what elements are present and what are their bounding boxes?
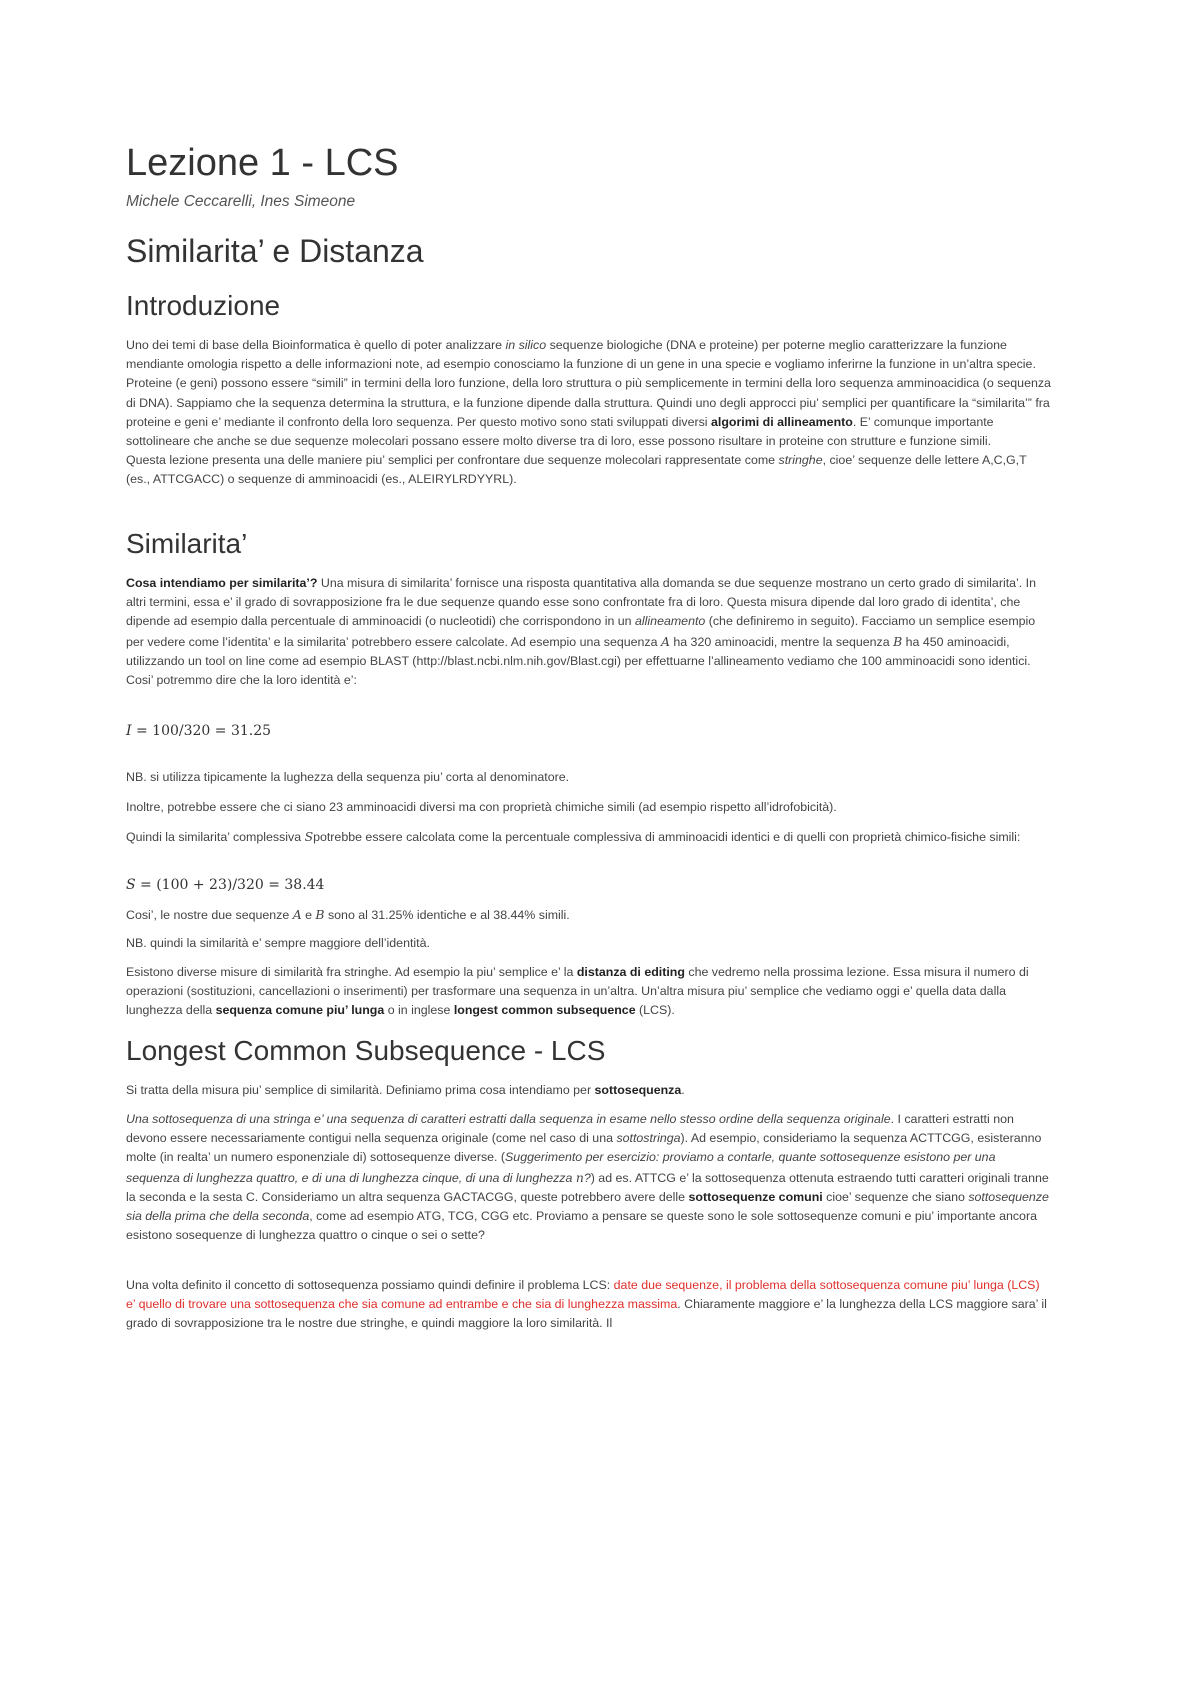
text-run: . Chiaramente maggiore e’ la lunghezza della LCS maggiore sara’ il grado di sovrapposizione tra le nostre due stringhe, e quindi maggiore la loro similarità. Il bbox=[126, 1297, 1047, 1331]
text-run: Uno dei temi di base della Bioinformatica è quello di poter analizzare bbox=[126, 338, 506, 352]
strong-term: distanza di editing bbox=[576, 965, 685, 979]
emphasis: Suggerimento per esercizio: proviamo a contarle, quante sottosequenze esistono per una sequenza di lunghezza quattro, e di una di lunghezza cinque, di una di lunghezza bbox=[126, 1150, 996, 1185]
section-heading-similarita-distanza: Similarita’ e Distanza bbox=[126, 233, 424, 269]
subsection-heading-introduzione: Introduzione bbox=[126, 290, 281, 321]
blast-link[interactable]: http://blast.ncbi.nlm.nih.gov/Blast.cgi bbox=[416, 653, 617, 668]
math-variable: I bbox=[126, 723, 132, 739]
text-run: sequenze biologiche (DNA e proteine) per poterne meglio caratterizzare la funzione mendiante omologia rispetto a delle informazioni note, ad esempio conosciamo la funzione di un gene in una specie e vogliamo inferirne la funzione in un’altra specie. Proteine (e geni) possono essere “simili” in termini della loro funzione, della loro struttura o più semplicemente in termini della loro sequenza amminoacidica (o sequenza di DNA). Sappiamo che la sequenza determina la struttura, e la funzione dipende dalla struttura. Quindi uno degli approcci piu’ semplici per quantificare la “similarita’” fra proteine e geni e’ mediante il confronto della loro sequenza. Per questo motivo sono stati sviluppati diversi bbox=[126, 338, 1051, 429]
strong-term: algorimi di allineamento bbox=[711, 414, 853, 429]
equation-rhs: = (100 + 23)/320 = 38.44 bbox=[135, 877, 325, 893]
strong-term: ? bbox=[309, 576, 318, 590]
strong-term: longest common subsequence bbox=[453, 1003, 636, 1018]
math-variable: A bbox=[292, 907, 302, 922]
math-variable: A bbox=[660, 633, 670, 649]
emphasis: in silico bbox=[505, 338, 547, 352]
emphasis: sottostringa bbox=[616, 1131, 681, 1146]
strong-term: sottosequenze comuni bbox=[688, 1189, 823, 1204]
equation-rhs: = 100/320 = 31.25 bbox=[131, 723, 272, 739]
text-run: Una misura di similarita’ fornisce una risposta quantitativa alla domanda se due sequenze mostrano un certo grado di similarita’. In altri termini, essa e’ il grado di sovrapposizione fra le due sequenze quando esse sono confrontate fra di loro. Questa misura dipende dal loro grado di identita’, che dipende ad esempio dalla percentuale di amminoacidi (o nucleotidi) che corrispondono in un bbox=[126, 576, 1037, 629]
text-run: ) per effettuarne l’allineamento vediamo che 100 amminoacidi sono identici. Cosi’ potremmo dire che la loro identità e’: bbox=[126, 653, 1031, 688]
text-run: , come ad esempio ATG, TCG, CGG etc. Proviamo a pensare se queste sono le sole sottosequenze comuni e piu’ importante ancora esistono sosequenze di lunghezza quattro o cinque o sei o sette? bbox=[126, 1209, 1037, 1243]
text-run: . bbox=[681, 1083, 685, 1097]
note-similarity: NB. quindi la similarità e’ sempre maggiore dell’identità. bbox=[126, 936, 430, 950]
text-run: ha 450 aminoacidi, utilizzando un tool on line come ad esempio BLAST ( bbox=[126, 634, 1010, 668]
strong-term: sottosequenza bbox=[594, 1083, 682, 1097]
text-run: Si tratta della misura piu’ semplice di similarità. Definiamo prima cosa intendiamo per bbox=[126, 1083, 595, 1097]
text-run: Quindi la similarita’ complessiva bbox=[126, 830, 305, 844]
strong-term: Cosa intendiamo per bbox=[126, 576, 252, 590]
similarita-paragraph-5 bbox=[126, 963, 1051, 1021]
emphasis: Una sottosequenza di una stringa e’ una sequenza di caratteri estratti dalla sequenza in esame nello stesso ordine della sequenza originale bbox=[126, 1112, 891, 1126]
lcs-paragraph-2 bbox=[126, 1110, 1051, 1245]
highlight-definition: date due sequenze, il problema della sottosequenza comune piu’ lunga (LCS) e’ quello di trovare una sottosequenza che sia comune ad entrambe e che sia di lunghezza massima bbox=[126, 1278, 1040, 1312]
text-run: . E’ comunque importante sottolineare che anche se due sequenze molecolari possano essere molto diverse tra di loro, esse possono risultare in proteine con strutture e funzione simili. bbox=[126, 414, 994, 449]
strong-term: sequenza comune piu’ lunga bbox=[215, 1003, 385, 1018]
math-variable: S bbox=[126, 877, 136, 893]
lcs-paragraph-1 bbox=[126, 1081, 1051, 1100]
emphasis: sottosequenze sia della prima che della seconda bbox=[126, 1189, 1049, 1224]
subsection-heading-lcs: Longest Common Subsequence - LCS bbox=[126, 1035, 606, 1066]
text-run: Questa lezione presenta una delle maniere piu’ semplici per confrontare due sequenze molecolari rappresentate come bbox=[126, 453, 779, 468]
math-variable: B bbox=[893, 633, 903, 649]
text-run: ha 320 aminoacidi, mentre la sequenza bbox=[669, 634, 894, 649]
similarita-paragraph-2: Inoltre, potrebbe essere che ci siano 23 amminoacidi diversi ma con proprietà chimiche simili (ad esempio rispetto all’idrofobicità). bbox=[126, 800, 837, 814]
lcs-paragraph-3 bbox=[126, 1276, 1051, 1334]
authors: Michele Ceccarelli, Ines Simeone bbox=[126, 193, 356, 210]
intro-paragraph-1 bbox=[126, 336, 1051, 490]
highlight-term: similarita’ bbox=[252, 576, 310, 590]
text-run: (LCS). bbox=[635, 1003, 675, 1018]
note-denominator: NB. si utilizza tipicamente la lughezza della sequenza piu’ corta al denominatore. bbox=[126, 770, 570, 784]
text-run: cioe’ sequenze che siano bbox=[822, 1189, 969, 1204]
equation-similarity bbox=[126, 876, 324, 893]
equation-identity bbox=[126, 722, 271, 739]
text-run: Esistono diverse misure di similarità fra stringhe. Ad esempio la piu’ semplice e’ la bbox=[126, 965, 577, 979]
similarita-paragraph-3 bbox=[126, 827, 1051, 847]
text-run: , cioe’ sequenze delle lettere A,C,G,T (es., ATTCGACC) o sequenze di amminoacidi (es., ALEIRYLRDYYRL). bbox=[126, 453, 1027, 487]
subsection-heading-similarita: Similarita’ bbox=[126, 528, 248, 559]
math-variable: B bbox=[315, 907, 325, 922]
page-title: Lezione 1 - LCS bbox=[126, 142, 399, 184]
text-run: (che definiremo in seguito). Facciamo un semplice esempio per vedere come l’identita’ e la similarita’ potrebbero essere calcolate. Ad esempio una sequenza bbox=[126, 614, 1036, 649]
similarita-paragraph-4 bbox=[126, 905, 1051, 925]
text-run: . I caratteri estratti non devono essere necessariamente contigui nella sequenza originale (come nel caso di una bbox=[126, 1112, 1014, 1146]
text-run: Una volta definito il concetto di sottosequenza possiamo quindi definire il problema LCS: bbox=[126, 1278, 614, 1292]
text-run: sono al 31.25% identiche e al 38.44% simili. bbox=[324, 908, 570, 922]
text-run: ) ad es. ATTCG e’ la sottosequenza ottenuta estraendo tutti caratteri originali tranne la seconda e la sesta C. Consideriamo un altra sequenza GACTACGG, queste potrebbero avere delle bbox=[126, 1170, 1049, 1204]
text-run: Cosi’, le nostre due sequenze bbox=[126, 908, 293, 922]
emphasis: allineamento bbox=[635, 614, 706, 629]
text-run: potrebbe essere calcolata come la percentuale complessiva di amminoacidi identici e di quelli con proprietà chimico-fisiche simili: bbox=[313, 830, 1021, 844]
similarita-paragraph-1 bbox=[126, 574, 1051, 690]
emphasis: stringhe bbox=[778, 453, 823, 468]
math-variable: n bbox=[575, 1169, 584, 1185]
emphasis: ? bbox=[583, 1170, 591, 1185]
text-run: ). Ad esempio, consideriamo la sequenza ACTTCGG, esisteranno molte (in realta’ un numero esponenziale di) sottosequenze diverse. ( bbox=[126, 1131, 1042, 1165]
text-run: che vedremo nella prossima lezione. Essa misura il numero di operazioni (sostituzioni, cancellazioni o inserimenti) per trasformare una sequenza in un’altra. Un’altra misura piu’ semplice che vediamo oggi e’ quella data dalla lunghezza della bbox=[126, 965, 1029, 1018]
math-variable: S bbox=[304, 829, 314, 844]
text-run: o in inglese bbox=[384, 1003, 454, 1018]
text-run: e bbox=[301, 908, 316, 922]
